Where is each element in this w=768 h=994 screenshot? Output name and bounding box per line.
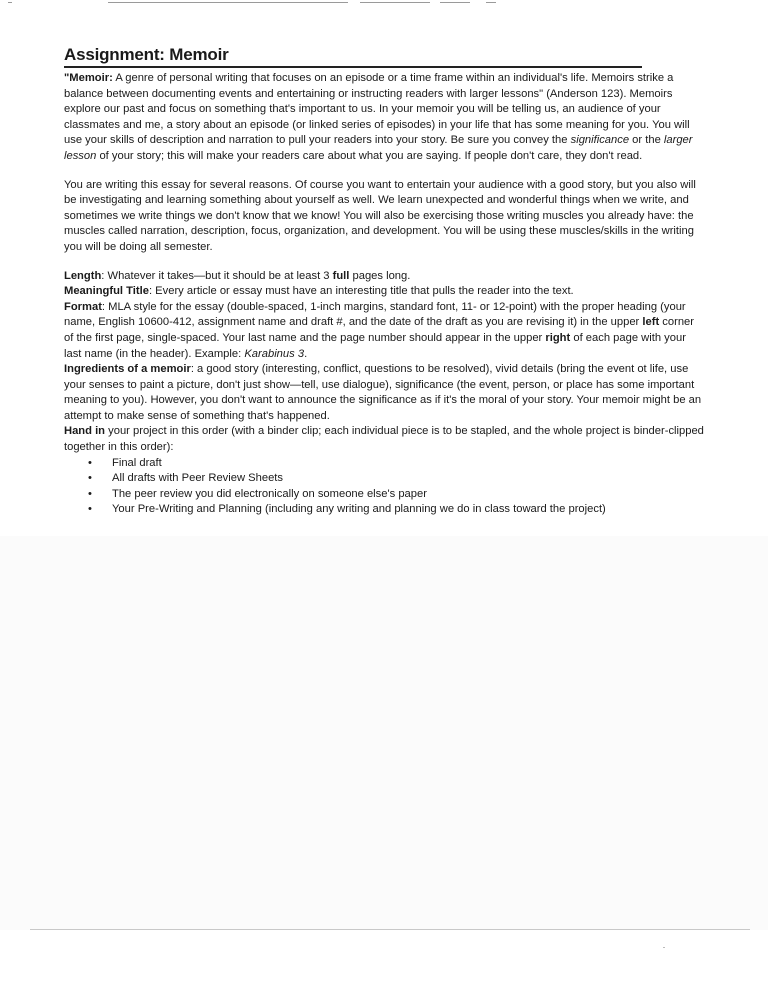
scan-shade [0,536,768,930]
page-bottom-rule [30,929,750,930]
length-label: Length [64,269,102,282]
format-label: Format [64,300,102,313]
page-title: Assignment: Memoir [64,45,229,64]
ingredients-requirement: Ingredients of a memoir: a good story (interesting, conflict, questions to be resolved), vivid details (bring the event ot life, use your senses to paint a picture, don't just show—tell, use dialogue), significance (the event, person, or place has some important meaning to you). However, you don't want to announce the significance as if it's the moral of your story. Your memoir might be an attempt to make sense of something that's happened. [64,363,702,422]
title-requirement: Meaningful Title: Every article or essay must have an interesting title that pulls the reader into the text. [64,285,574,298]
format-requirement: Format: MLA style for the essay (double-spaced, 1-inch margins, standard font, 11- or 12-point) with the proper heading (your name, English 10600-412, assignment name and draft #, and the date of the draft as you are revising it) in the upper left corner of the first page, single-spaced. Your last name and the page number should appear in the upper right of each page with your last name (in the header). Example: Karabinus 3. [64,300,694,360]
hand-in-label: Hand in [64,425,106,438]
ingredients-label: Ingredients of a memoir [64,363,191,376]
meaningful-title-label: Meaningful Title [64,285,149,298]
list-item: • Your Pre-Writing and Planning (including any writing and planning we do in class toward the project) [88,502,704,518]
memoir-definition-label: "Memoir: [64,72,113,84]
scan-artifact-lines [0,0,768,8]
list-item: • The peer review you did electronically on someone else's paper [88,487,704,503]
list-item: • Final draft [88,456,704,472]
scan-speck [663,947,665,948]
hand-in-requirement: Hand in your project in this order (with a binder clip; each individual piece is to be stapled, and the whole project is binder-clipped together in this order): [64,425,704,454]
intro-paragraph: "Memoir: A genre of personal writing that focuses on an episode or a time frame within an individual's life. Memoirs strike a balance between documenting events and entertaining or instructing readers with larger lessons" (Anderson 123). Memoirs explore our past and focus on something that's important to us. In your memoir you will be telling us, an audience of your classmates and me, a story about an episode (or linked series of episodes) in your life that has some meaning for you. You will use your skills of description and narration to pull your readers into your story. Be sure you convey the significance or the larger lesson of your story; this will make your readers care about what you are saying. If people don't care, they don't read. [64,72,693,162]
bullet-icon: • [88,487,92,500]
reasons-paragraph: You are writing this essay for several reasons. Of course you want to entertain your audience with a good story, but you also will be investigating and learning something about yourself as well. We learn unexpected and wonderful things when we write, and sometimes we write things we don't know that we know! You will also be exercising those writing muscles you already have: the muscles called narration, description, focus, organization, and development. You will be using these muscles/skills in the writing you will be doing all semester. [64,178,696,253]
bullet-icon: • [88,503,92,516]
title-underline [64,66,642,68]
document-page [64,44,704,518]
bullet-icon: • [88,472,92,485]
bullet-icon: • [88,456,92,469]
list-item: • All drafts with Peer Review Sheets [88,471,704,487]
hand-in-list [64,456,704,518]
length-requirement: Length: Whatever it takes—but it should be at least 3 full pages long. [64,269,411,282]
